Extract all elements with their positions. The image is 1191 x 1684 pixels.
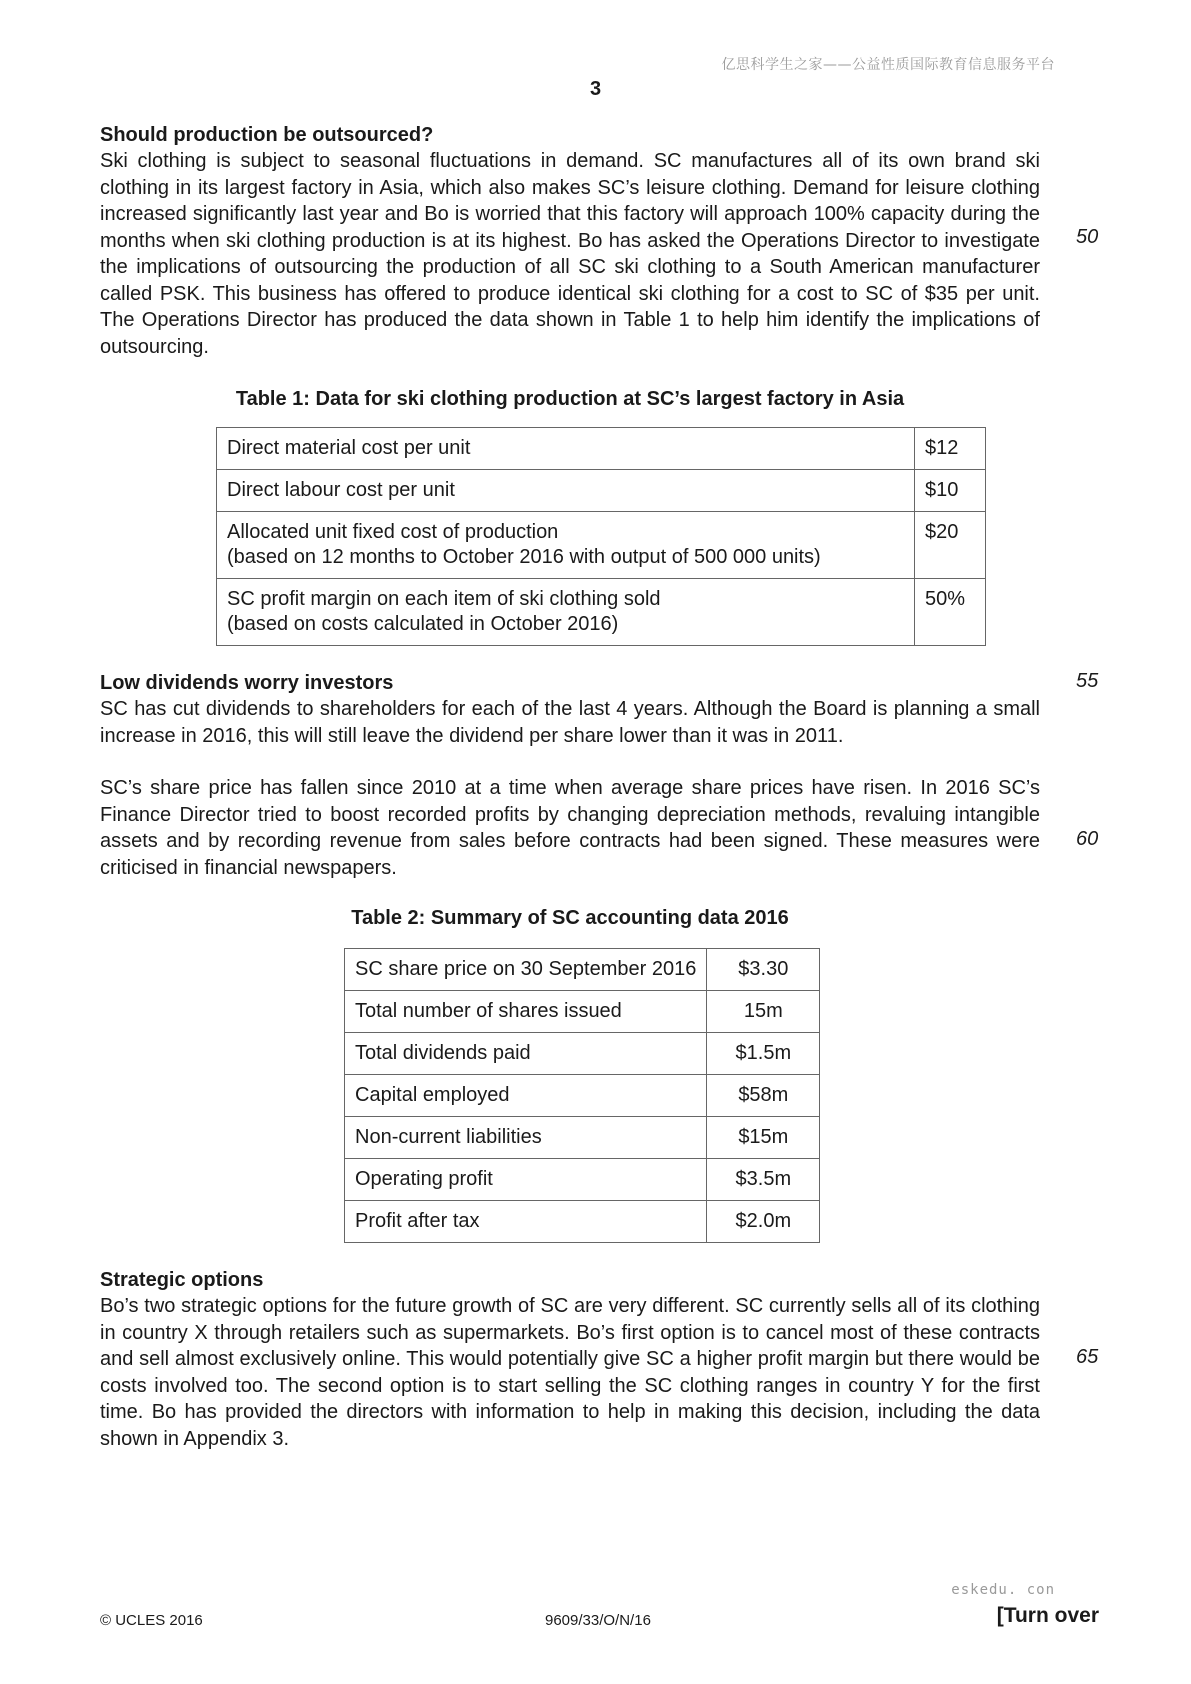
table2-row [345, 1075, 820, 1117]
strategic-heading: Strategic options [100, 1269, 264, 1291]
table2-label: Operating profit [345, 1159, 707, 1201]
table2-value: 15m [707, 991, 820, 1033]
table1-sublabel: (based on 12 months to October 2016 with output of 500 000 units) [227, 546, 821, 568]
table1-label: Allocated unit fixed cost of production [227, 521, 559, 543]
table1-row [217, 512, 986, 579]
table2-label: Profit after tax [345, 1201, 707, 1243]
copyright: © UCLES 2016 [100, 1612, 203, 1629]
table2-row [345, 1201, 820, 1243]
table1-value: 50% [915, 579, 986, 646]
table1-label: SC profit margin on each item of ski clothing sold [227, 588, 661, 610]
table2-label: SC share price on 30 September 2016 [345, 949, 707, 991]
table1-label: Direct material cost per unit [227, 437, 471, 459]
turn-over: [Turn over [996, 1604, 1099, 1627]
table1 [216, 427, 986, 646]
table1-caption: Table 1: Data for ski clothing production at SC’s largest factory in Asia [235, 388, 905, 410]
table1-row [217, 428, 986, 470]
dividends-paragraph-1: SC has cut dividends to shareholders for each of the last 4 years. Although the Board is planning a small increase in 2016, this will still leave the dividend per share lower than it was in 2011. [100, 698, 1040, 747]
table1-value: $10 [915, 470, 986, 512]
dividends-section [100, 670, 1099, 881]
line-number-55: 55 [1076, 670, 1099, 692]
line-number-60: 60 [1076, 828, 1099, 850]
dividends-paragraph-2: SC’s share price has fallen since 2010 at a time when average share prices have risen. In 2016 SC’s Finance Director tried to boost recorded profits by changing depreciation methods, revaluing intangible assets and by recording revenue from sales before contracts had been signed. These measures were criticised in financial newspapers. [100, 777, 1040, 879]
paper-code: 9609/33/O/N/16 [545, 1612, 651, 1629]
line-number-50: 50 [1076, 226, 1099, 248]
line-number-65: 65 [1076, 1346, 1099, 1368]
strategic-paragraph: Bo’s two strategic options for the future growth of SC are very different. SC currently sells all of its clothing in country X through retailers such as supermarkets. Bo’s first option is to cancel most of these contracts and sell almost exclusively online. This would potentially give SC a higher profit margin but there would be costs involved too. The second option is to start selling the SC clothing ranges in country Y for the first time. Bo has provided the directors with information to help in making this decision, including the data shown in Appendix 3. [100, 1295, 1040, 1450]
table1-label-cell [217, 428, 915, 470]
table1-sublabel: (based on costs calculated in October 2016) [227, 613, 619, 635]
table1-label-cell [217, 512, 915, 579]
table2-label: Capital employed [345, 1075, 707, 1117]
table2-value: $15m [707, 1117, 820, 1159]
strategic-section [100, 1267, 1099, 1452]
outsource-section [100, 122, 1099, 360]
table2-value: $3.5m [707, 1159, 820, 1201]
table2-row [345, 949, 820, 991]
table1-row [217, 579, 986, 646]
outsource-heading: Should production be outsourced? [100, 124, 434, 146]
table1-value: $20 [915, 512, 986, 579]
table2-value: $1.5m [707, 1033, 820, 1075]
page-number: 3 [589, 78, 602, 100]
table1-row [217, 470, 986, 512]
table1-label-cell [217, 470, 915, 512]
table2-row [345, 1159, 820, 1201]
watermark-header: 亿思科学生之家——公益性质国际教育信息服务平台 [721, 57, 1055, 73]
table2-row [345, 1033, 820, 1075]
table2-label: Total number of shares issued [345, 991, 707, 1033]
watermark-footer: eskedu. con [951, 1582, 1055, 1598]
dividends-heading: Low dividends worry investors [100, 672, 394, 694]
table2-label: Total dividends paid [345, 1033, 707, 1075]
table1-label-cell [217, 579, 915, 646]
document-body [100, 122, 1099, 1452]
table2-value: $2.0m [707, 1201, 820, 1243]
table2-value: $3.30 [707, 949, 820, 991]
table2-row [345, 1117, 820, 1159]
table1-label: Direct labour cost per unit [227, 479, 455, 501]
table2 [344, 948, 820, 1243]
table1-value: $12 [915, 428, 986, 470]
table2-label: Non-current liabilities [345, 1117, 707, 1159]
table2-value: $58m [707, 1075, 820, 1117]
outsource-paragraph: Ski clothing is subject to seasonal fluctuations in demand. SC manufactures all of its own brand ski clothing in its largest factory in Asia, which also makes SC’s leisure clothing. Demand for leisure clothing increased significantly last year and Bo is worried that this factory will approach 100% capacity during the months when ski clothing production is at its highest. Bo has asked the Operations Director to investigate the implications of outsourcing the production of all SC ski clothing to a South American manufacturer called PSK. This business has offered to produce identical ski clothing for a cost to SC of $35 per unit. The Operations Director has produced the data shown in Table 1 to help him identify the implications of outsourcing. [100, 150, 1040, 358]
table2-caption: Table 2: Summary of SC accounting data 2016 [351, 907, 789, 929]
table2-row [345, 991, 820, 1033]
